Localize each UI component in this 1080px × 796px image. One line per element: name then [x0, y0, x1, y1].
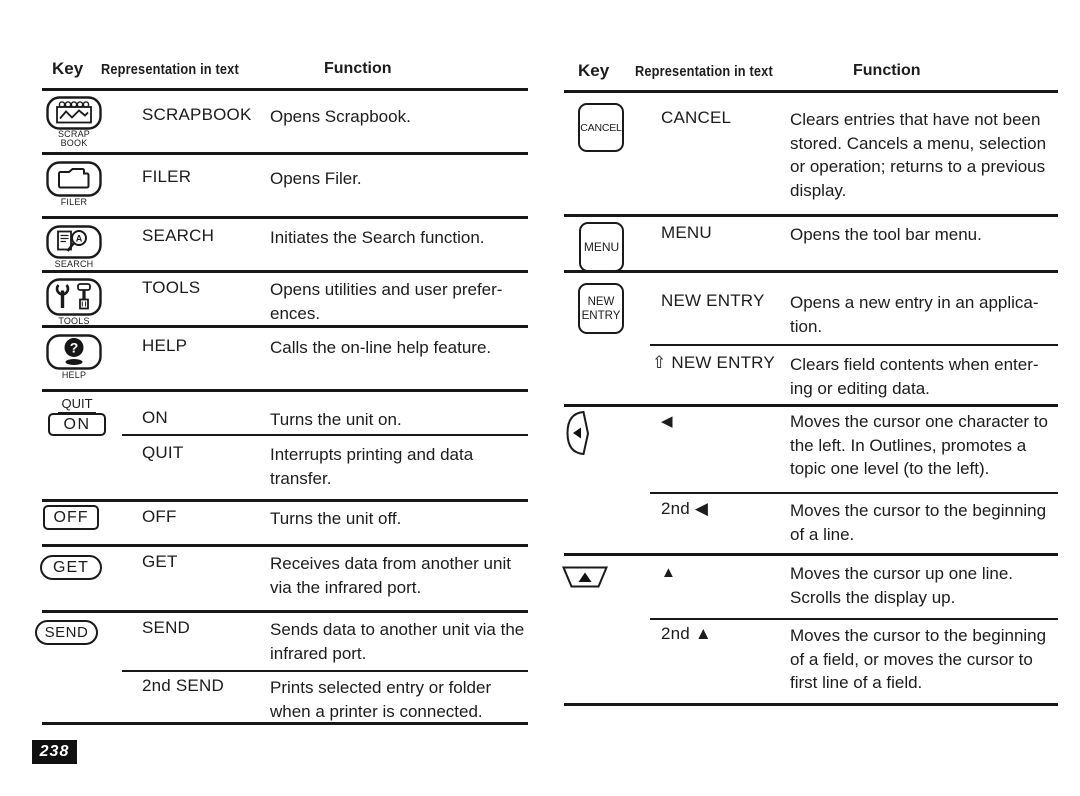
function-menu: [790, 223, 1062, 247]
function-2nd-cursor-up: [790, 624, 1062, 695]
function-line: Opens Filer.: [270, 169, 362, 188]
function-line: Moves the cursor up one line.: [790, 564, 1014, 583]
function-line: Moves the cursor one character to: [790, 412, 1048, 431]
svg-text:A: A: [75, 233, 83, 244]
on-key-icon: ON: [48, 413, 106, 436]
function-line: the left. In Outlines, promotes a: [790, 435, 1027, 455]
svg-text:?: ?: [69, 339, 79, 356]
rep-2nd-cursor-up: 2nd ▲: [661, 624, 712, 643]
divider: [564, 703, 1058, 706]
function-line: via the infrared port.: [270, 577, 422, 597]
column-header-key: Key: [578, 61, 610, 80]
function-line: Turns the unit off.: [270, 509, 402, 528]
get-key-icon: GET: [40, 555, 102, 580]
function-line: transfer.: [270, 468, 332, 488]
rep-on: ON: [142, 408, 168, 427]
rep-cursor-left: ◀: [661, 413, 673, 430]
function-cursor-left: [790, 410, 1062, 481]
function-line: of a field, or moves the cursor to: [790, 649, 1033, 669]
rep-2nd-send: 2nd SEND: [142, 676, 224, 695]
rep-new-entry: NEW ENTRY: [661, 291, 765, 310]
divider: [564, 214, 1058, 217]
function-line: Opens a new entry in an applica-: [790, 293, 1039, 312]
function-line: when a printer is connected.: [270, 701, 483, 721]
label-line: SEARCH: [54, 259, 94, 269]
rep-cursor-up: ▲: [661, 564, 677, 581]
sub-divider: [650, 618, 1058, 620]
column-header-function: Function: [853, 62, 921, 79]
rep-search: SEARCH: [142, 226, 215, 245]
function-line: topic one level (to the left).: [790, 459, 990, 478]
function-line: Moves the cursor to the beginning: [790, 626, 1047, 645]
rep-help: HELP: [142, 336, 188, 355]
new-entry-key-icon: [578, 283, 624, 334]
function-shift-new-entry: [790, 353, 1062, 400]
rep-tools: TOOLS: [142, 278, 201, 297]
function-line: first line of a field.: [790, 673, 923, 692]
function-line: Scrolls the display up.: [790, 587, 956, 607]
divider: [564, 553, 1058, 556]
function-line: stored. Cancels a menu, selection: [790, 133, 1047, 153]
cursor-up-key-icon: [561, 564, 609, 590]
function-cancel: [790, 108, 1062, 202]
function-line: ences.: [270, 303, 321, 323]
function-new-entry: [790, 291, 1062, 338]
function-line: Opens utilities and user prefer-: [270, 280, 503, 299]
keycap-line: NEW: [587, 295, 615, 308]
off-key-icon: OFF: [43, 505, 99, 530]
divider: [564, 404, 1058, 407]
function-line: Moves the cursor to the beginning: [790, 501, 1047, 520]
cancel-key-icon: CANCEL: [578, 103, 624, 152]
label-line: BOOK: [60, 138, 88, 148]
function-line: Opens the tool bar menu.: [790, 225, 982, 244]
rep-scrapbook: SCRAPBOOK: [142, 105, 252, 124]
column-header-function: Function: [324, 60, 392, 77]
function-line: Interrupts printing and data: [270, 445, 474, 464]
divider: [564, 90, 1058, 93]
menu-key-icon: MENU: [579, 222, 624, 272]
function-line: display.: [790, 180, 847, 200]
function-line: Turns the unit on.: [270, 410, 402, 429]
rep-get: GET: [142, 552, 178, 571]
function-line: ing or editing data.: [790, 378, 930, 398]
rep-2nd-cursor-left: 2nd ◀: [661, 499, 709, 518]
keycap-line: ENTRY: [581, 309, 621, 322]
cursor-left-key-icon: [564, 410, 591, 456]
function-line: of a line.: [790, 524, 855, 544]
function-line: Sends data to another unit via the: [270, 620, 525, 639]
label-line: FILER: [60, 197, 88, 207]
column-header-representation: Representation in text: [101, 62, 239, 78]
page-number-badge: 238: [32, 740, 77, 764]
label-line: HELP: [61, 370, 87, 380]
function-line: Opens Scrapbook.: [270, 107, 411, 126]
send-key-icon: SEND: [35, 620, 98, 645]
column-header-representation: Representation in text: [635, 64, 773, 80]
function-line: tion.: [790, 316, 823, 336]
column-header-key: Key: [52, 59, 84, 78]
quit-label: QUIT: [58, 396, 95, 414]
function-2nd-cursor-left: [790, 499, 1062, 546]
function-line: Prints selected entry or folder: [270, 678, 492, 697]
function-line: or operation; returns to a previous: [790, 157, 1046, 176]
label-line: TOOLS: [58, 316, 90, 326]
rep-quit: QUIT: [142, 443, 184, 462]
function-line: Clears field contents when enter-: [790, 355, 1039, 374]
function-cursor-up: [790, 562, 1062, 609]
rep-menu: MENU: [661, 223, 712, 242]
sub-divider: [650, 344, 1058, 346]
function-line: infrared port.: [270, 643, 367, 663]
sub-divider: [650, 492, 1058, 494]
rep-shift-new-entry: ⇧ NEW ENTRY: [652, 353, 775, 372]
rep-off: OFF: [142, 507, 177, 526]
function-line: Initiates the Search function.: [270, 228, 485, 247]
label-line: SCRAP: [57, 129, 90, 139]
rep-cancel: CANCEL: [661, 108, 732, 127]
function-line: Receives data from another unit: [270, 554, 511, 573]
rep-filer: FILER: [142, 167, 192, 186]
rep-send: SEND: [142, 618, 191, 637]
function-line: Clears entries that have not been: [790, 110, 1041, 129]
function-line: Calls the on-line help feature.: [270, 338, 492, 357]
divider: [564, 270, 1058, 273]
